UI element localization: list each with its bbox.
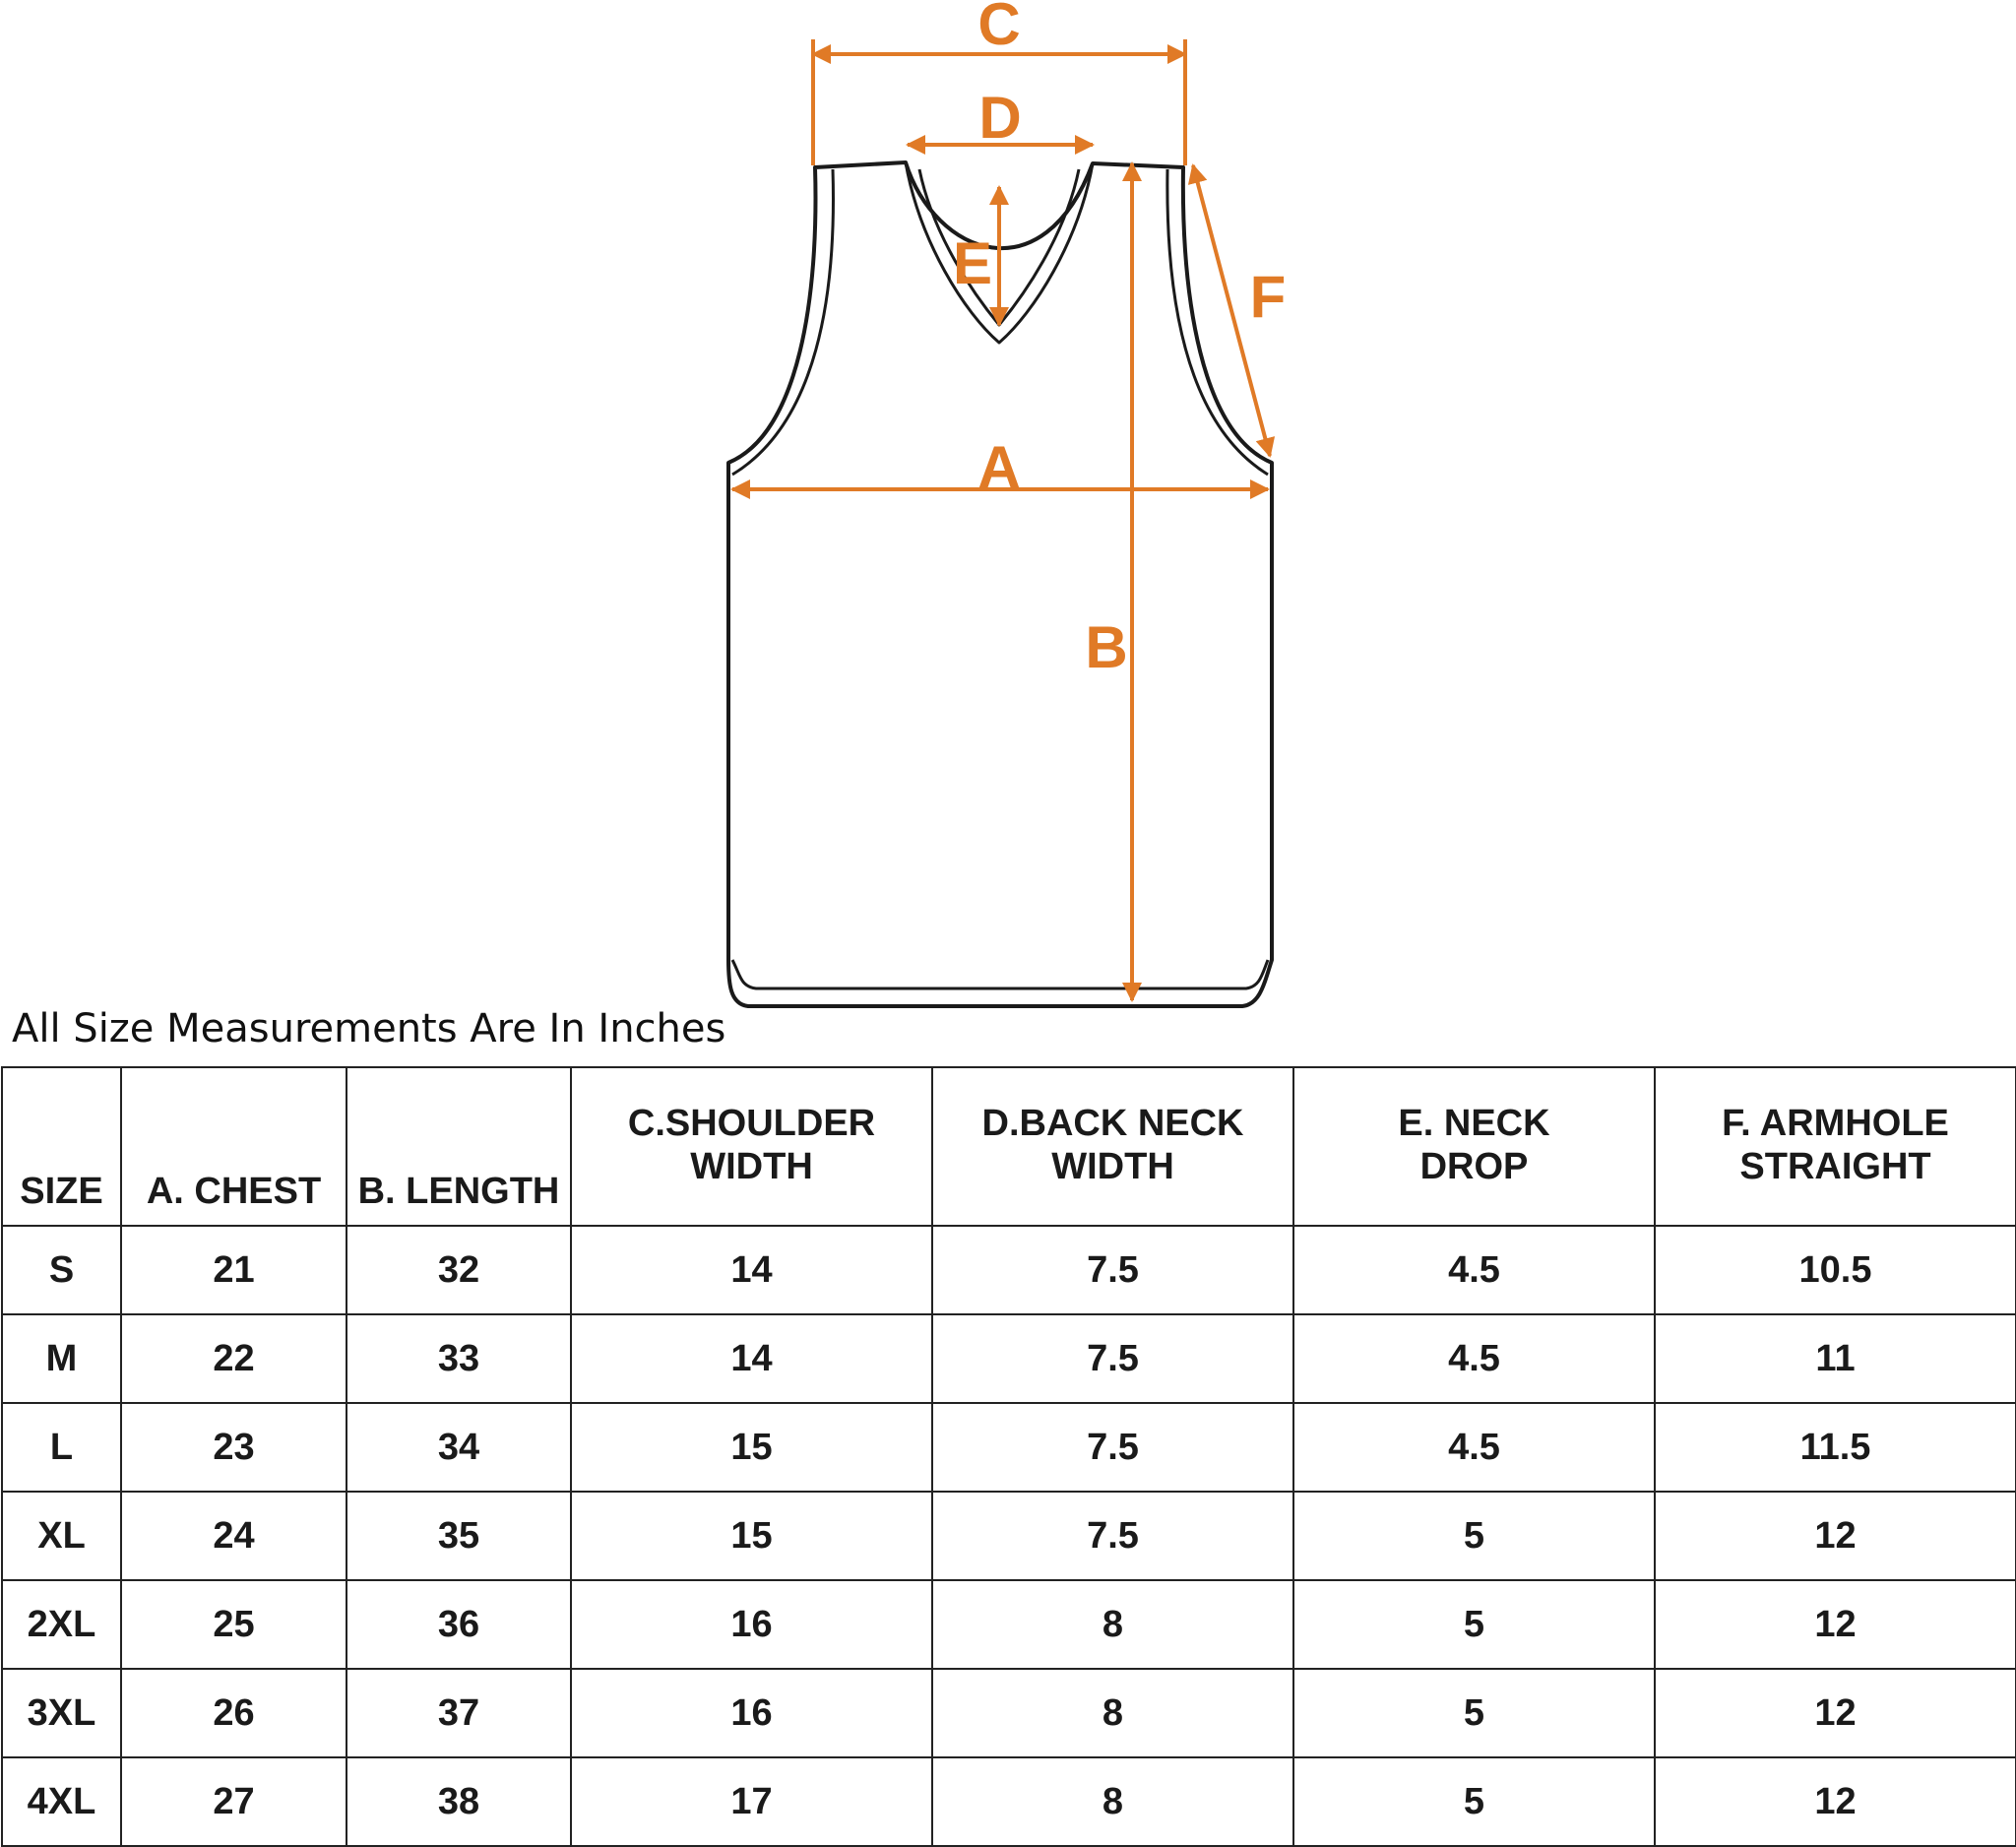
cell-shoulder: 15 xyxy=(571,1403,932,1492)
cell-armhole: 12 xyxy=(1655,1580,2016,1669)
cell-length: 37 xyxy=(346,1669,571,1757)
table-row xyxy=(2,1314,2016,1403)
label-f: F xyxy=(1249,264,1287,330)
header-length: B. LENGTH xyxy=(346,1067,571,1226)
label-d: D xyxy=(978,85,1022,151)
cell-back-neck: 8 xyxy=(932,1757,1293,1846)
size-chart-table xyxy=(1,1066,2016,1847)
cell-neck-drop: 4.5 xyxy=(1293,1226,1655,1314)
cell-size: M xyxy=(2,1314,121,1403)
cell-armhole: 12 xyxy=(1655,1757,2016,1846)
label-c: C xyxy=(977,0,1021,57)
measurement-note: All Size Measurements Are In Inches xyxy=(12,1006,726,1051)
cell-chest: 26 xyxy=(121,1669,346,1757)
cell-armhole: 11.5 xyxy=(1655,1403,2016,1492)
left-armhole-binding xyxy=(732,169,833,475)
cell-shoulder: 15 xyxy=(571,1492,932,1580)
cell-armhole: 12 xyxy=(1655,1492,2016,1580)
label-e: E xyxy=(952,230,993,296)
cell-neck-drop: 5 xyxy=(1293,1492,1655,1580)
header-shoulder-width: C.SHOULDER WIDTH xyxy=(571,1067,932,1226)
cell-neck-drop: 5 xyxy=(1293,1669,1655,1757)
cell-chest: 25 xyxy=(121,1580,346,1669)
cell-length: 33 xyxy=(346,1314,571,1403)
header-back-neck-width: D.BACK NECK WIDTH xyxy=(932,1067,1293,1226)
cell-size: 4XL xyxy=(2,1757,121,1846)
table-row xyxy=(2,1492,2016,1580)
cell-chest: 22 xyxy=(121,1314,346,1403)
cell-chest: 23 xyxy=(121,1403,346,1492)
cell-back-neck: 7.5 xyxy=(932,1314,1293,1403)
table-row xyxy=(2,1580,2016,1669)
table-row xyxy=(2,1226,2016,1314)
cell-chest: 27 xyxy=(121,1757,346,1846)
cell-neck-drop: 4.5 xyxy=(1293,1403,1655,1492)
cell-shoulder: 16 xyxy=(571,1669,932,1757)
cell-back-neck: 8 xyxy=(932,1669,1293,1757)
cell-neck-drop: 5 xyxy=(1293,1757,1655,1846)
cell-size: 3XL xyxy=(2,1669,121,1757)
table-row xyxy=(2,1403,2016,1492)
cell-neck-drop: 5 xyxy=(1293,1580,1655,1669)
cell-chest: 24 xyxy=(121,1492,346,1580)
cell-size: S xyxy=(2,1226,121,1314)
cell-armhole: 10.5 xyxy=(1655,1226,2016,1314)
header-neck-drop: E. NECK DROP xyxy=(1293,1067,1655,1226)
cell-length: 38 xyxy=(346,1757,571,1846)
cell-armhole: 11 xyxy=(1655,1314,2016,1403)
cell-shoulder: 14 xyxy=(571,1314,932,1403)
cell-chest: 21 xyxy=(121,1226,346,1314)
cell-length: 34 xyxy=(346,1403,571,1492)
cell-neck-drop: 4.5 xyxy=(1293,1314,1655,1403)
cell-length: 35 xyxy=(346,1492,571,1580)
table-row xyxy=(2,1669,2016,1757)
hem-binding xyxy=(732,960,1268,988)
cell-back-neck: 7.5 xyxy=(932,1226,1293,1314)
table-header-row xyxy=(2,1067,2016,1226)
header-armhole-straight: F. ARMHOLE STRAIGHT xyxy=(1655,1067,2016,1226)
cell-back-neck: 7.5 xyxy=(932,1403,1293,1492)
header-size: SIZE xyxy=(2,1067,121,1226)
cell-length: 36 xyxy=(346,1580,571,1669)
label-a: A xyxy=(977,434,1021,500)
header-chest: A. CHEST xyxy=(121,1067,346,1226)
cell-size: L xyxy=(2,1403,121,1492)
cell-size: XL xyxy=(2,1492,121,1580)
cell-back-neck: 7.5 xyxy=(932,1492,1293,1580)
cell-armhole: 12 xyxy=(1655,1669,2016,1757)
cell-size: 2XL xyxy=(2,1580,121,1669)
cell-shoulder: 16 xyxy=(571,1580,932,1669)
cell-shoulder: 17 xyxy=(571,1757,932,1846)
dimension-lines xyxy=(732,39,1270,1000)
table-row xyxy=(2,1757,2016,1846)
cell-back-neck: 8 xyxy=(932,1580,1293,1669)
label-b: B xyxy=(1085,614,1128,680)
cell-shoulder: 14 xyxy=(571,1226,932,1314)
cell-length: 32 xyxy=(346,1226,571,1314)
